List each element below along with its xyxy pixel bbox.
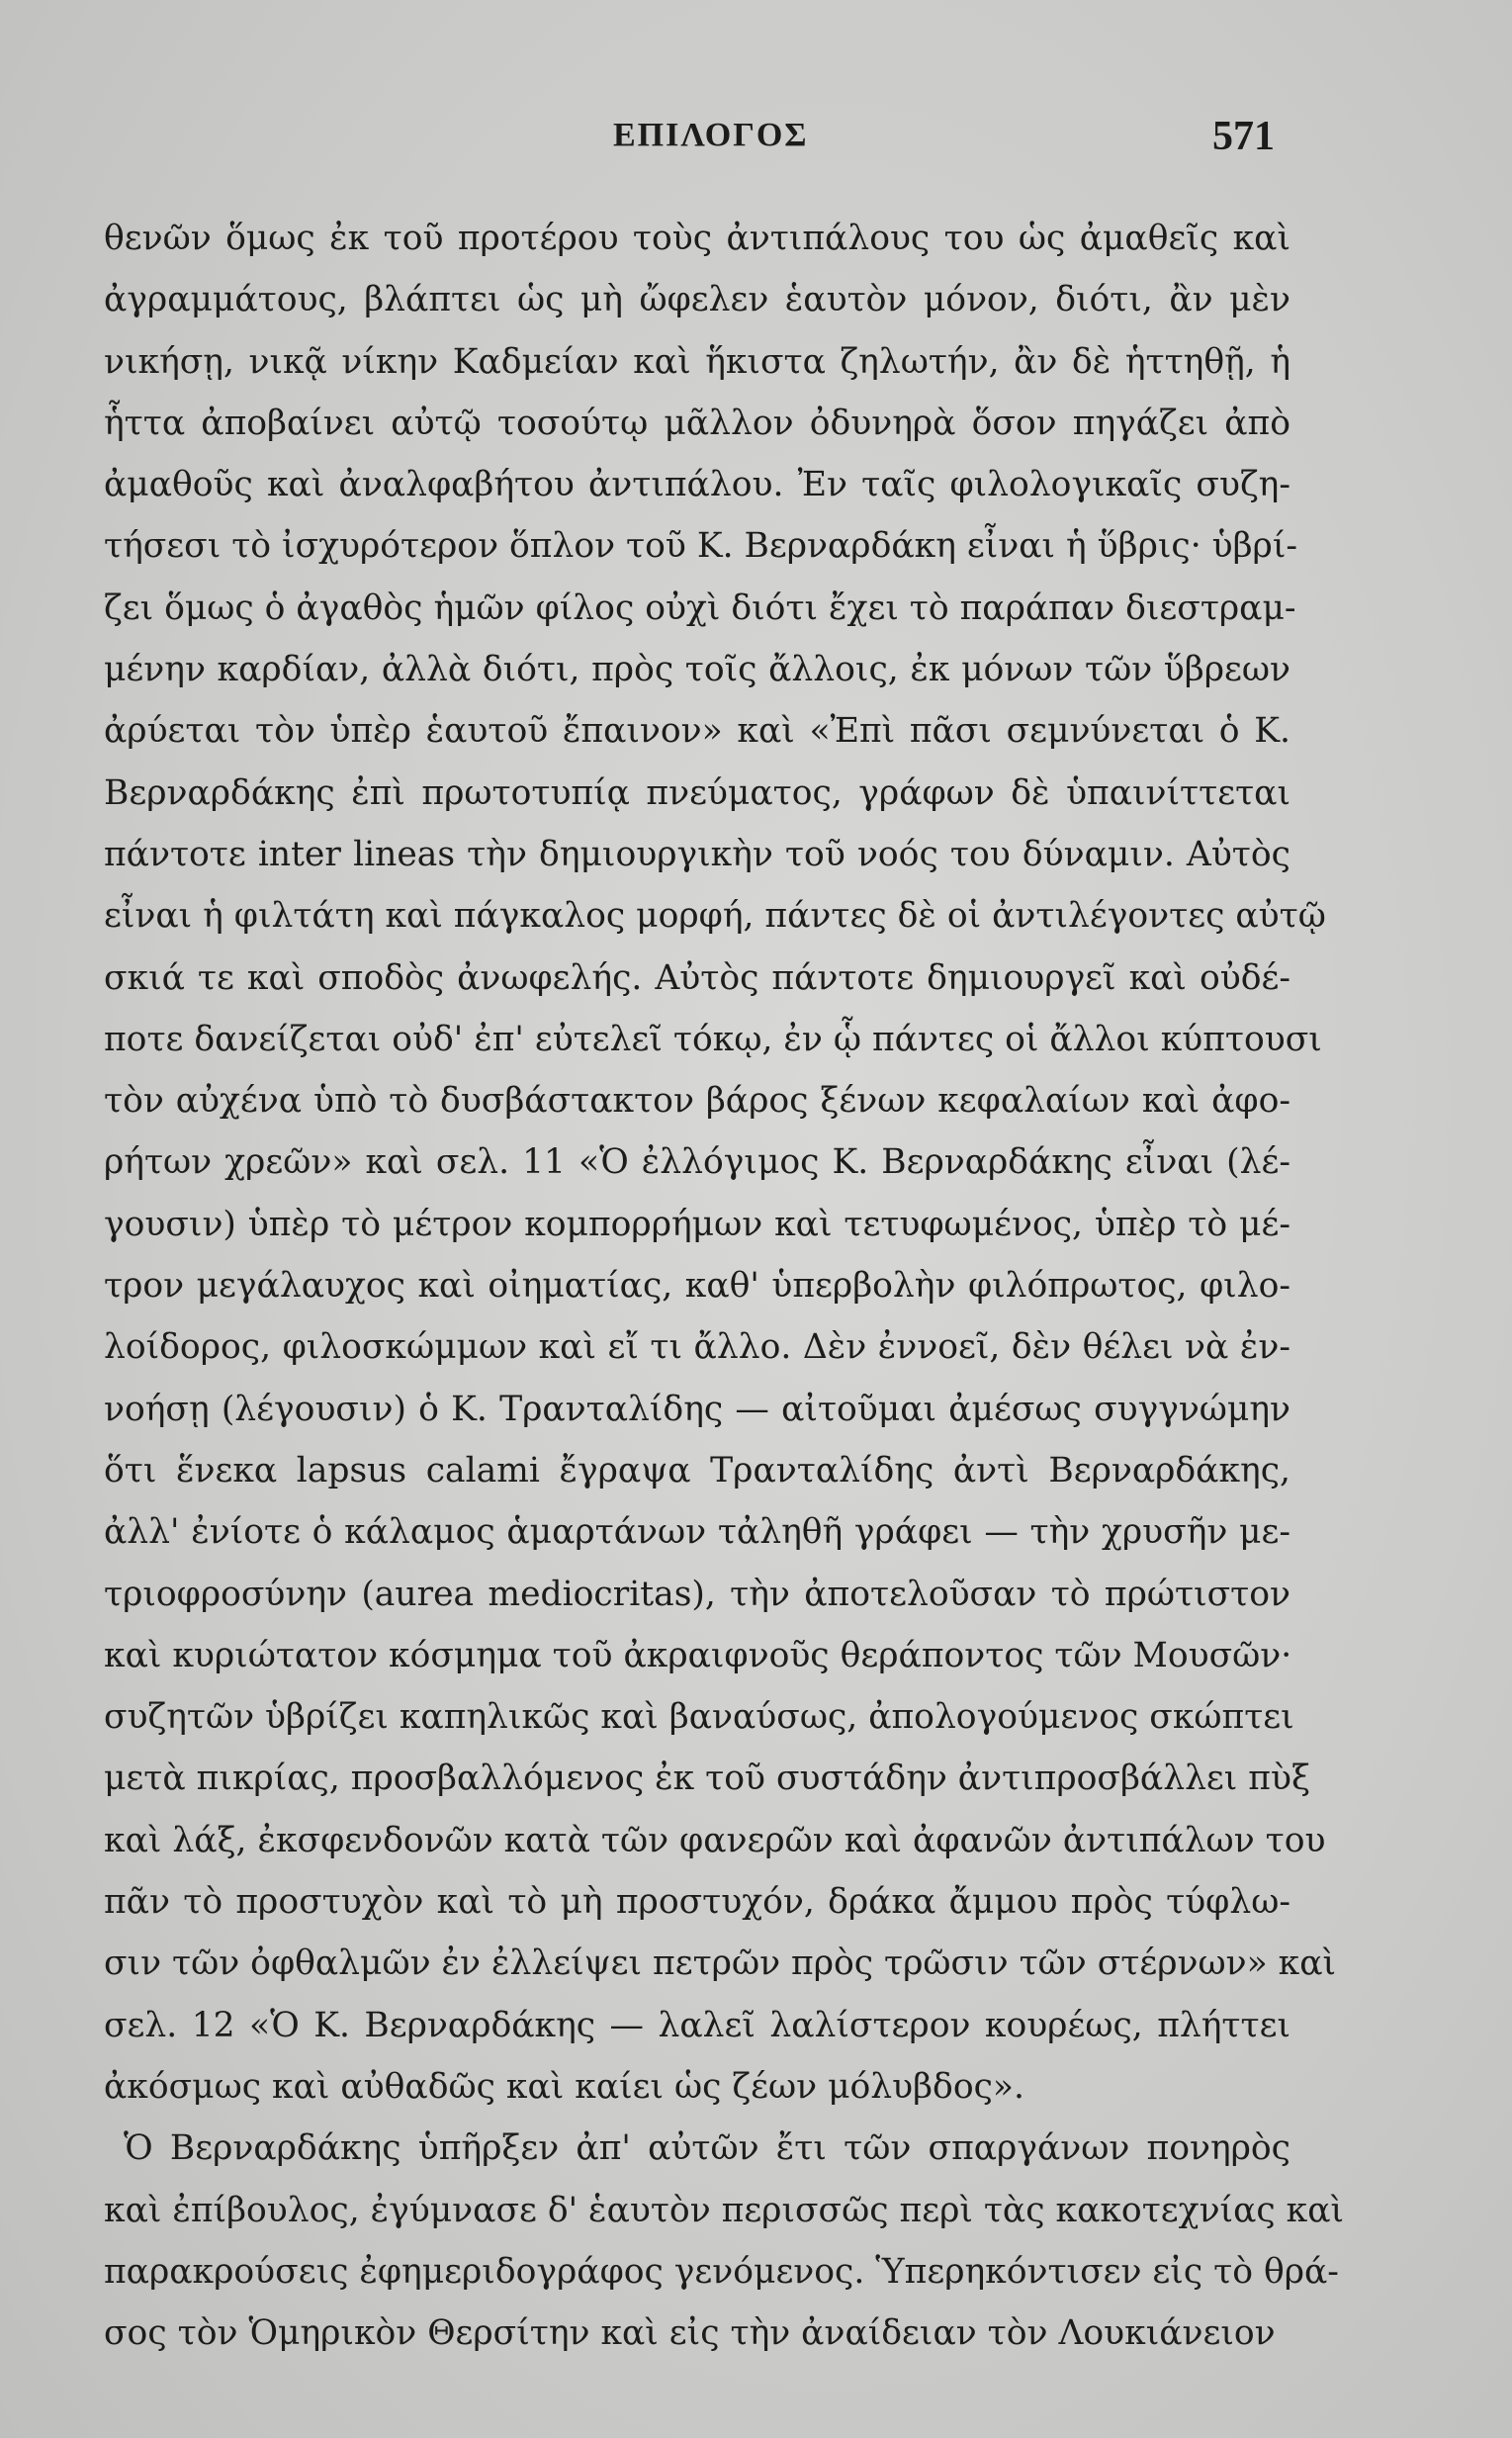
text-line: σκιά τε καὶ σποδὸς ἀνωφελής. Αὐτὸς πάντοτε δημιουργεῖ καὶ οὐδέ- — [104, 957, 1290, 998]
text-line: Ὁ Βερναρδάκης ὑπῆρξεν ἀπ' αὐτῶν ἔτι τῶν σπαργάνων πονηρὸς — [124, 2128, 1290, 2169]
text-line: Βερναρδάκης ἐπὶ πρωτοτυπίᾳ πνεύματος, γράφων δὲ ὑπαινίττεται — [104, 772, 1290, 813]
text-line: πᾶν τὸ προστυχὸν καὶ τὸ μὴ προστυχόν, δράκα ἄμμου πρὸς τύφλω- — [104, 1882, 1290, 1923]
text-line: σος τὸν Ὁμηρικὸν Θερσίτην καὶ εἰς τὴν ἀναίδειαν τὸν Λουκιάνειον — [104, 2313, 1276, 2354]
text-line: θενῶν ὅμως ἐκ τοῦ προτέρου τοὺς ἀντιπάλους του ὡς ἀμαθεῖς καὶ — [104, 219, 1290, 258]
text-line: συζητῶν ὑβρίζει καπηλικῶς καὶ βαναύσως, ἀπολογούμενος σκώπτει — [104, 1697, 1294, 1738]
text-line: γουσιν) ὑπὲρ τὸ μέτρον κομπορρήμων καὶ τετυφωμένος, ὑπὲρ τὸ μέ- — [104, 1204, 1290, 1244]
text-line: τριοφροσύνην (aurea mediocritas), τὴν ἀποτελοῦσαν τὸ πρώτιστον — [104, 1574, 1290, 1614]
text-line: μένην καρδίαν, ἀλλὰ διότι, πρὸς τοῖς ἄλλοις, ἐκ μόνων τῶν ὕβρεων — [104, 650, 1290, 690]
text-line: ἀμαθοῦς καὶ ἀναλφαβήτου ἀντιπάλου. Ἐν ταῖς φιλολογικαῖς συζη- — [104, 465, 1290, 505]
text-line: νικήσῃ, νικᾷ νίκην Καδμείαν καὶ ἥκιστα ζηλωτήν, ἂν δὲ ἡττηθῇ, ἡ — [104, 341, 1290, 382]
text-line: ποτε δανείζεται οὐδ' ἐπ' εὐτελεῖ τόκῳ, ἐν ᾧ πάντες οἱ ἄλλοι κύπτουσι — [104, 1019, 1322, 1059]
text-line: πάντοτε inter lineas τὴν δημιουργικὴν τοῦ νοός του δύναμιν. Αὐτὸς — [104, 834, 1290, 874]
text-line: ἧττα ἀποβαίνει αὐτῷ τοσούτῳ μᾶλλον ὀδυνηρὰ ὅσον πηγάζει ἀπὸ — [104, 403, 1290, 443]
text-line: ὅτι ἕνεκα lapsus calami ἔγραψα Τρανταλίδης ἀντὶ Βερναρδάκης, — [104, 1450, 1290, 1490]
text-line: νοήσῃ (λέγουσιν) ὁ Κ. Τρανταλίδης — αἰτοῦμαι ἀμέσως συγγνώμην — [104, 1389, 1290, 1429]
text-line: ἀρύεται τὸν ὑπὲρ ἑαυτοῦ ἔπαινον» καὶ «Ἐπὶ πᾶσι σεμνύνεται ὁ Κ. — [104, 711, 1290, 752]
text-line: ἀκόσμως καὶ αὐθαδῶς καὶ καίει ὡς ζέων μόλυβδος». — [104, 2066, 1024, 2107]
text-line: τρον μεγάλαυχος καὶ οἰηματίας, καθ' ὑπερβολὴν φιλόπρωτος, φιλο- — [104, 1266, 1290, 1307]
text-line: τὸν αὐχένα ὑπὸ τὸ δυσβάστακτον βάρος ξένων κεφαλαίων καὶ ἀφο- — [104, 1081, 1290, 1122]
text-line: σιν τῶν ὀφθαλμῶν ἐν ἐλλείψει πετρῶν πρὸς τρῶσιν τῶν στέρνων» καὶ — [104, 1943, 1337, 1984]
text-line: παρακρούσεις ἐφημεριδογράφος γενόμενος. Ὑπερηκόντισεν εἰς τὸ θρά- — [104, 2251, 1339, 2292]
text-line: καὶ ἐπίβουλος, ἐγύμνασε δ' ἑαυτὸν περισσῶς περὶ τὰς κακοτεχνίας καὶ — [104, 2190, 1345, 2230]
text-line: λοίδορος, φιλοσκώμμων καὶ εἴ τι ἄλλο. Δὲν ἐννοεῖ, δὲν θέλει νὰ ἐν- — [104, 1327, 1290, 1368]
text-line: ἀγραμμάτους, βλάπτει ὡς μὴ ὤφελεν ἑαυτὸν μόνον, διότι, ἂν μὲν — [104, 280, 1290, 320]
text-line: ρήτων χρεῶν» καὶ σελ. 11 «Ὁ ἐλλόγιμος Κ. Βερναρδάκης εἶναι (λέ- — [104, 1142, 1290, 1183]
text-line: σελ. 12 «Ὁ Κ. Βερναρδάκης — λαλεῖ λαλίστερον κουρέως, πλήττει — [104, 2005, 1290, 2045]
running-head: ΕΠΙΛΟΓΟΣ — [613, 117, 809, 153]
text-line: ἀλλ' ἐνίοτε ὁ κάλαμος ἁμαρτάνων τἀληθῆ γράφει — τὴν χρυσῆν με- — [104, 1512, 1290, 1553]
body-text — [104, 208, 1345, 2364]
text-line: τήσεσι τὸ ἰσχυρότερον ὅπλον τοῦ Κ. Βερναρδάκη εἶναι ἡ ὕβρις· ὑβρί- — [104, 526, 1298, 567]
text-line: εἶναι ἡ φιλτάτη καὶ πάγκαλος μορφή, πάντες δὲ οἱ ἀντιλέγοντες αὐτῷ — [104, 896, 1326, 937]
page-header — [0, 114, 1512, 176]
text-line: μετὰ πικρίας, προσβαλλόμενος ἐκ τοῦ συστάδην ἀντιπροσβάλλει πὺξ — [104, 1759, 1310, 1799]
text-line: καὶ κυριώτατον κόσμημα τοῦ ἀκραιφνοῦς θεράποντος τῶν Μουσῶν· — [104, 1635, 1292, 1675]
text-line: καὶ λάξ, ἐκσφενδονῶν κατὰ τῶν φανερῶν καὶ ἀφανῶν ἀντιπάλων του — [104, 1820, 1326, 1860]
text-line: ζει ὅμως ὁ ἀγαθὸς ἡμῶν φίλος οὐχὶ διότι ἔχει τὸ παράπαν διεστραμ- — [104, 587, 1296, 628]
page-number: 571 — [1212, 114, 1275, 159]
